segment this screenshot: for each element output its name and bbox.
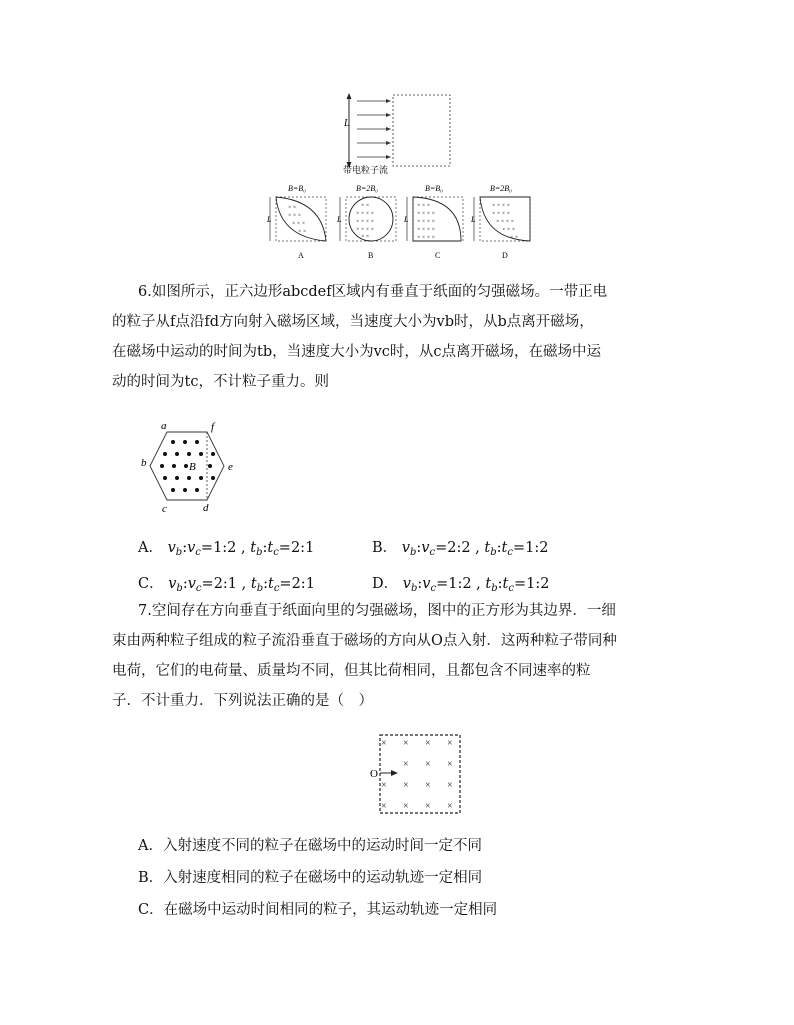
square-field-figure <box>368 730 468 818</box>
svg-text:× ×: × × <box>288 205 297 211</box>
hex-label-c: c <box>162 503 167 515</box>
panel-d-figure <box>470 183 536 263</box>
svg-text:×: × <box>381 780 387 791</box>
svg-text:L: L <box>471 215 476 224</box>
svg-text:× × × ×: × × × × <box>356 211 375 217</box>
q6-line-3: 在磁场中运动的时间为tb，当速度大小为vc时，从c点离开磁场，在磁场中运 <box>112 344 602 360</box>
svg-text:×: × <box>447 780 453 791</box>
q6-line-1: 6.如图所示，正六边形abcdef区域内有垂直于纸面的匀强磁场。一带正电 <box>138 284 608 300</box>
panel-a-field: B=B₀ <box>288 184 306 193</box>
svg-text:×: × <box>425 801 431 812</box>
hex-label-d: d <box>203 502 209 514</box>
q6-stem <box>112 277 658 397</box>
hex-label-e: e <box>228 461 233 473</box>
q7-line-2: 束由两种粒子组成的粒子流沿垂直于磁场的方向从O点入射．这两种粒子带同种 <box>112 633 617 649</box>
svg-text:× × × ×: × × × × <box>496 219 515 225</box>
length-label: L <box>344 118 350 129</box>
svg-text:×: × <box>403 780 409 791</box>
svg-text:×: × <box>425 759 431 770</box>
panel-c-field: B=B₀ <box>425 184 443 193</box>
svg-text:× × ×: × × × <box>417 203 431 209</box>
svg-text:×: × <box>425 738 431 749</box>
svg-text:× × ×: × × × <box>288 213 302 219</box>
svg-text:×: × <box>447 759 453 770</box>
q6-option-b[interactable]: B． $v_b:v_c=2:2$ , $t_b:t_c=1:2$ <box>372 540 549 558</box>
svg-text:×: × <box>447 801 453 812</box>
q7-option-c[interactable]: C．在磁场中运动时间相同的粒子，其运动轨迹一定相同 <box>138 902 498 918</box>
panel-d-letter: D <box>502 251 508 260</box>
svg-text:× × × ×: × × × × <box>356 219 375 225</box>
svg-text:×: × <box>425 780 431 791</box>
q6-option-a[interactable]: A． $v_b:v_c=1:2$ , $t_b:t_c=2:1$ <box>138 540 315 558</box>
entry-point-label: O <box>370 768 378 780</box>
panel-c-letter: C <box>435 251 441 260</box>
q6-line-4: 动的时间为tc，不计粒子重力。则 <box>112 374 329 390</box>
svg-text:×: × <box>447 738 453 749</box>
svg-text:× × ×: × × × <box>502 227 516 233</box>
hex-label-B: B <box>189 461 196 473</box>
svg-text:×: × <box>403 801 409 812</box>
svg-text:× × × ×: × × × × <box>492 211 511 217</box>
svg-text:×: × <box>381 738 387 749</box>
hex-label-f: f <box>211 421 215 433</box>
svg-text:×: × <box>403 738 409 749</box>
svg-text:× × × ×: × × × × <box>417 227 436 233</box>
panel-c-figure <box>403 183 469 263</box>
svg-text:L: L <box>337 215 342 224</box>
svg-text:× ×: × × <box>361 234 370 240</box>
svg-text:× × ×: × × × <box>292 221 306 227</box>
svg-text:×: × <box>381 801 387 812</box>
q7-line-4: 子．不计重力．下列说法正确的是（ ） <box>112 693 373 709</box>
q6-option-c[interactable]: C． $v_b:v_c=2:1$ , $t_b:t_c=2:1$ <box>138 576 315 594</box>
q7-line-1: 7.空间存在方向垂直于纸面向里的匀强磁场，图中的正方形为其边界．一细 <box>138 603 616 619</box>
q7-option-a[interactable]: A．入射速度不同的粒子在磁场中的运动时间一定不同 <box>138 838 482 854</box>
svg-text:× × × ×: × × × × <box>356 227 375 233</box>
svg-text:× ×: × × <box>510 235 519 241</box>
figure-caption: 带电粒子流 <box>343 165 389 175</box>
panel-b-figure <box>336 183 402 263</box>
svg-text:L: L <box>267 215 272 224</box>
panel-a-letter: A <box>298 251 304 260</box>
panel-d-field: B=2B₀ <box>490 184 512 193</box>
q6-line-2: 的粒子从f点沿fd方向射入磁场区域，当速度大小为vb时，从b点离开磁场， <box>112 314 594 330</box>
hex-label-a: a <box>161 420 167 432</box>
q7-line-3: 电荷，它们的电荷量、质量均不同，但其比荷相同，且都包含不同速率的粒 <box>112 663 591 679</box>
svg-text:× ×: × × <box>298 229 307 235</box>
svg-text:× × × ×: × × × × <box>417 219 436 225</box>
panel-a-figure <box>266 183 332 263</box>
svg-text:× × × ×: × × × × <box>417 235 436 241</box>
q7-stem <box>112 596 658 716</box>
svg-text:L: L <box>404 215 409 224</box>
hexagon-field-figure <box>140 420 240 515</box>
panel-b-field: B=2B₀ <box>356 184 378 193</box>
panel-b-letter: B <box>368 251 374 260</box>
q7-option-b[interactable]: B．入射速度相同的粒子在磁场中的运动轨迹一定相同 <box>138 870 483 886</box>
svg-text:× × × ×: × × × × <box>417 211 436 217</box>
svg-text:×: × <box>403 759 409 770</box>
hex-label-b: b <box>141 457 147 469</box>
particle-stream-figure <box>340 90 460 175</box>
svg-text:× ×: × × <box>361 203 370 209</box>
q6-option-d[interactable]: D． $v_b:v_c=1:2$ , $t_b:t_c=1:2$ <box>372 576 550 594</box>
svg-text:× × × ×: × × × × <box>492 203 511 209</box>
